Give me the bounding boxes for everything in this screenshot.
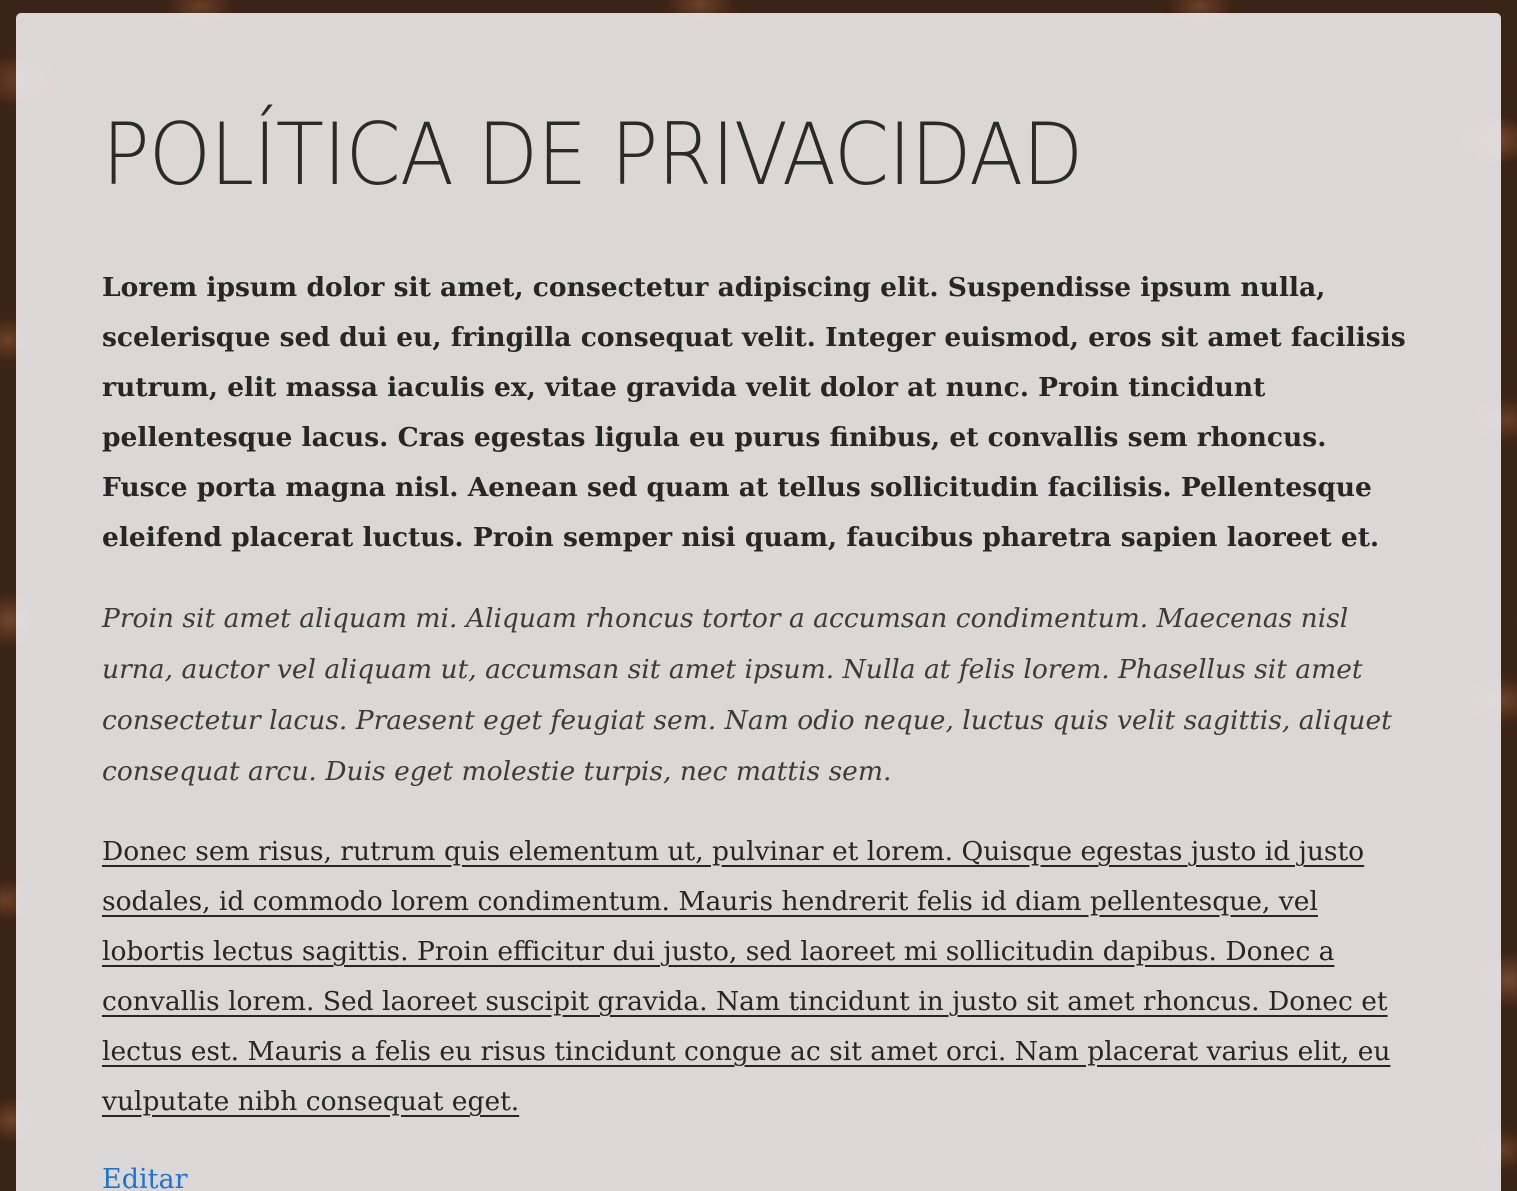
edit-link[interactable]: Editar xyxy=(102,1164,188,1191)
bold-paragraph: Lorem ipsum dolor sit amet, consectetur adipiscing elit. Suspendisse ipsum nulla, scelerisque sed dui eu, fringilla consequat velit. Integer euismod, eros sit amet facilisis rutrum, elit massa iaculis ex, vitae gravida velit dolor at nunc. Proin tincidunt pellentesque lacus. Cras egestas ligula eu purus finibus, et convallis sem rhoncus. Fusce porta magna nisl. Aenean sed quam at tellus sollicitudin facilisis. Pellentesque eleifend placerat luctus. Proin semper nisi quam, faucibus pharetra sapien laoreet et. xyxy=(102,272,1406,553)
page-title: POLÍTICA DE PRIVACIDAD xyxy=(102,105,1083,205)
italic-paragraph: Proin sit amet aliquam mi. Aliquam rhoncus tortor a accumsan condimentum. Maecenas nisl urna, auctor vel aliquam ut, accumsan sit amet ipsum. Nulla at felis lorem. Phasellus sit amet consectetur lacus. Praesent eget feugiat sem. Nam odio neque, luctus quis velit sagittis, aliquet consequat arcu. Duis eget molestie turpis, nec mattis sem. xyxy=(102,603,1392,787)
underlined-paragraph: Donec sem risus, rutrum quis elementum ut, pulvinar et lorem. Quisque egestas justo id justo sodales, id commodo lorem condimentum. Mauris hendrerit felis id diam pellentesque, vel lobortis lectus sagittis. Proin efficitur dui justo, sed laoreet mi sollicitudin dapibus. Donec a convallis lorem. Sed laoreet suscipit gravida. Nam tincidunt in justo sit amet rhoncus. Donec et lectus est. Mauris a felis eu risus tincidunt congue ac sit amet orci. Nam placerat varius elit, eu vulputate nibh consequat eget. xyxy=(102,836,1391,1117)
content-card xyxy=(16,13,1501,1191)
